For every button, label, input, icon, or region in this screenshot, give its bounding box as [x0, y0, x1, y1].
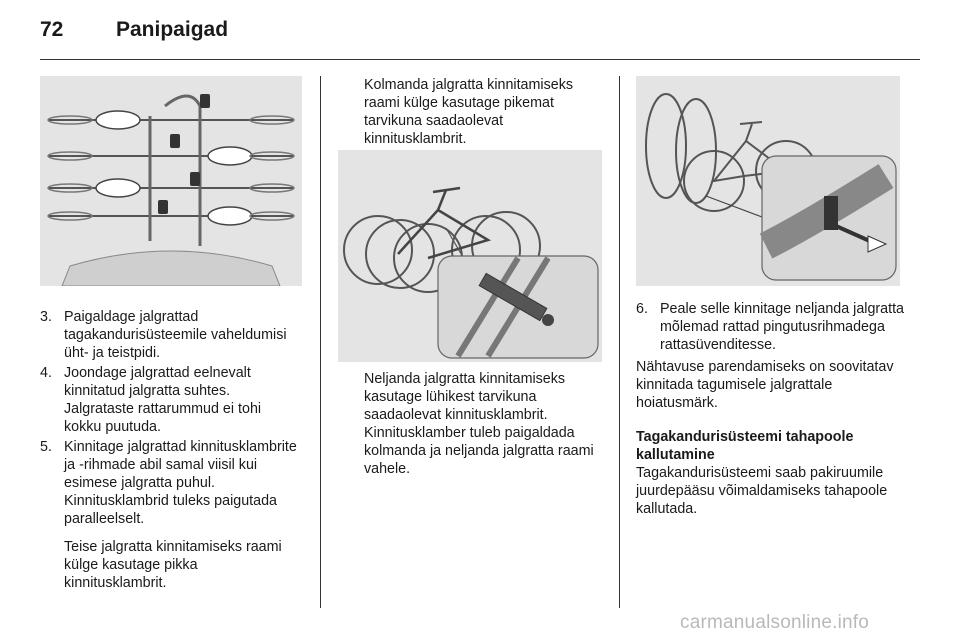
column-left [40, 76, 302, 592]
wheel-strap-drawing [636, 76, 900, 286]
bike-clamp-detail-drawing [338, 150, 602, 362]
fourth-bike-instruction: Neljanda jalgratta kinnitamiseks kasutage lühikest tarvikuna saadaolevat kinnitusklambrit. Kinnitusklamber tuleb paigaldada kolmanda ja neljanda jalgratta raami vahele. [364, 371, 594, 477]
illustration-four-bikes-top-view [40, 76, 302, 286]
column-divider-left [320, 76, 321, 608]
column-middle [338, 76, 602, 478]
page-number: 72 [40, 18, 64, 41]
tilt-instruction: Tagakandurisüsteemi saab pakiruumile juurdepääsu võimaldamiseks tahapoole kallutada. [636, 465, 888, 517]
list-item-step-4: 4. Joondage jalgrattad eelnevalt kinnitatud jalgratta suhtes. Jalgrataste rattarummud ei tohi kokku puutuda. [40, 365, 262, 435]
column-right [636, 76, 904, 518]
list-item-step-5: 5. Kinnitage jalgrattad kinnitusklambrite ja -rihmade abil samal viisil kui esimese jalgratta puhul. Kinnitusklambrid tuleks paigutada paralleelselt. [40, 439, 297, 527]
header-divider [40, 59, 920, 60]
instruction-list [40, 308, 302, 528]
column-divider-right [619, 76, 620, 608]
illustration-wheel-strap-detail [636, 76, 900, 286]
bike-carrier-top-view-drawing [40, 76, 302, 286]
page-header [40, 18, 920, 48]
illustration-bikes-with-clamp-detail [338, 150, 602, 362]
third-bike-instruction: Kolmanda jalgratta kinnitamiseks raami külge kasutage pikemat tarvikuna saadaolevat kinnitusklambrit. [364, 77, 573, 147]
section-subheading: Tagakandurisüsteemi tahapoole kallutamine [636, 429, 854, 463]
page-title: Panipaigad [116, 18, 229, 41]
instruction-list-continued [636, 300, 904, 354]
list-item-step-3: 3. Paigaldage jalgrattad tagakandurisüsteemile vaheldumisi üht- ja teistpidi. [40, 309, 287, 361]
visibility-note: Nähtavuse parendamiseks on soovitatav kinnitada tagumisele jalgrattale hoiatusmärk. [636, 359, 894, 411]
watermark: carmanualsonline.info [680, 612, 870, 633]
list-item-step-6: 6. Peale selle kinnitage neljanda jalgratta mõlemad rattad pingutusrihmadega rattasüvenditesse. [636, 301, 905, 353]
step-5-note: Teise jalgratta kinnitamiseks raami külge kasutage pikka kinnitusklambrit. [64, 539, 282, 591]
